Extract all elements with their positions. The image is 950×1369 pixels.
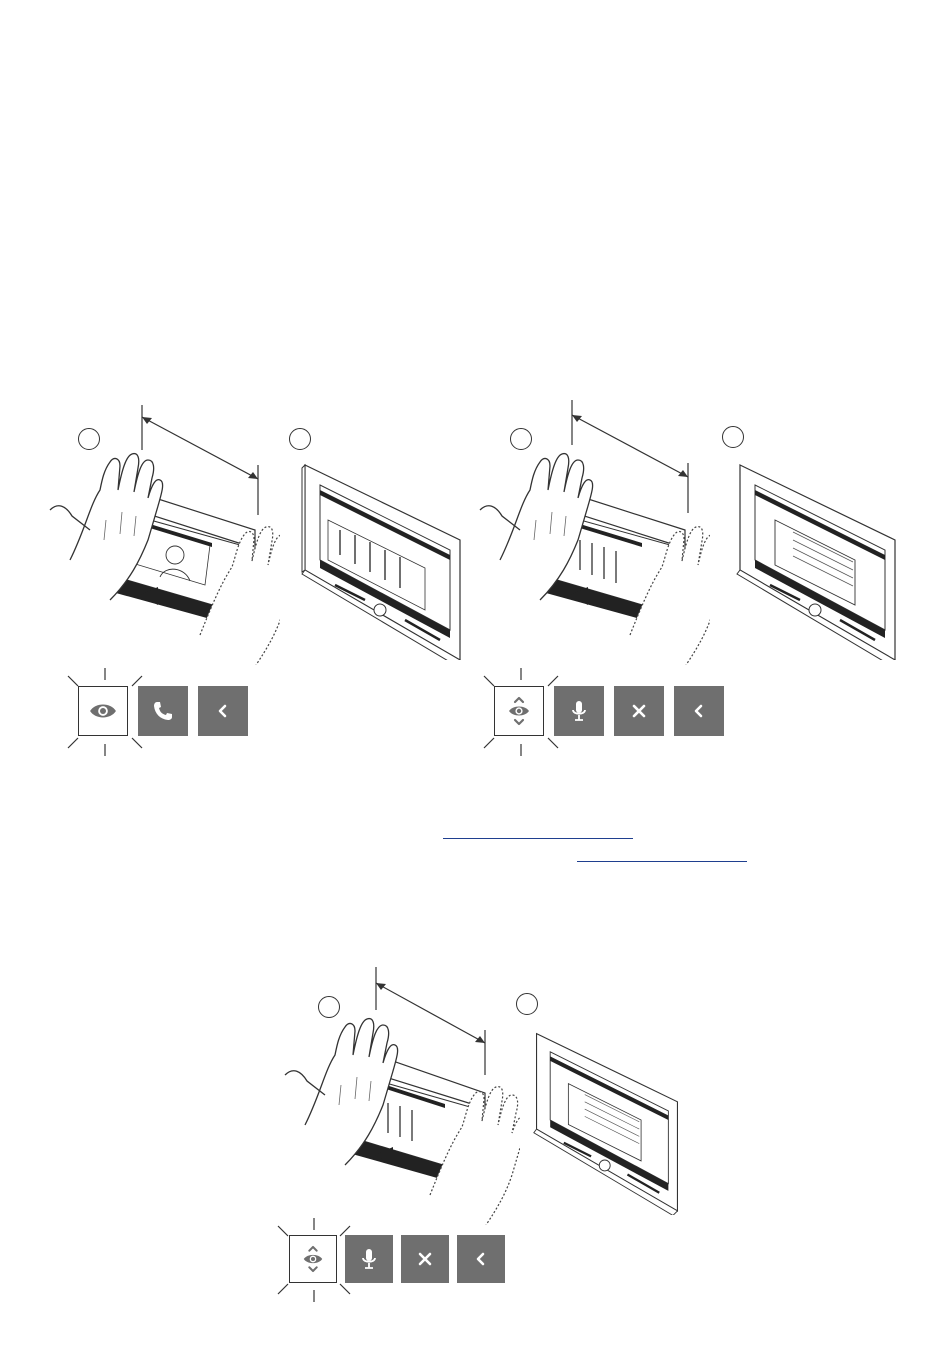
step-circle [722, 426, 744, 448]
microphone-button[interactable] [554, 686, 604, 736]
monitor-result-1 [300, 460, 465, 660]
monitor-hands-illustration [40, 395, 280, 665]
link-underline[interactable] [443, 838, 633, 839]
call-button[interactable] [138, 686, 188, 736]
eye-updown-icon [301, 1245, 325, 1273]
close-button[interactable] [614, 686, 664, 736]
monitor-illustration [300, 460, 465, 660]
link-underline[interactable] [577, 861, 747, 862]
monitor-hands-illustration [470, 395, 710, 665]
eye-icon [89, 697, 117, 725]
surveillance-button[interactable] [78, 686, 128, 736]
monitor-illustration [735, 460, 900, 660]
chevron-left-icon [210, 698, 236, 724]
back-button[interactable] [457, 1235, 505, 1283]
microphone-icon [566, 698, 592, 724]
chevron-left-icon [686, 698, 712, 724]
step-circle [516, 993, 538, 1015]
chevron-left-icon [468, 1246, 494, 1272]
close-button[interactable] [401, 1235, 449, 1283]
monitor-result-3 [532, 1025, 682, 1215]
camera-switch-button[interactable] [494, 686, 544, 736]
microphone-button[interactable] [345, 1235, 393, 1283]
back-button[interactable] [198, 686, 248, 736]
microphone-icon [356, 1246, 382, 1272]
close-icon [412, 1246, 438, 1272]
figure-bottom [280, 965, 520, 1225]
figure-top-right [470, 395, 710, 665]
eye-updown-icon [506, 696, 532, 726]
back-button[interactable] [674, 686, 724, 736]
step-circle [289, 428, 311, 450]
phone-icon [150, 698, 176, 724]
monitor-result-2 [735, 460, 900, 660]
figure-top-left [40, 395, 280, 665]
step-circle [78, 428, 100, 450]
monitor-illustration [532, 1025, 682, 1215]
monitor-hands-illustration [280, 965, 520, 1225]
step-circle [510, 428, 532, 450]
step-circle [318, 996, 340, 1018]
close-icon [626, 698, 652, 724]
camera-switch-button[interactable] [289, 1235, 337, 1283]
